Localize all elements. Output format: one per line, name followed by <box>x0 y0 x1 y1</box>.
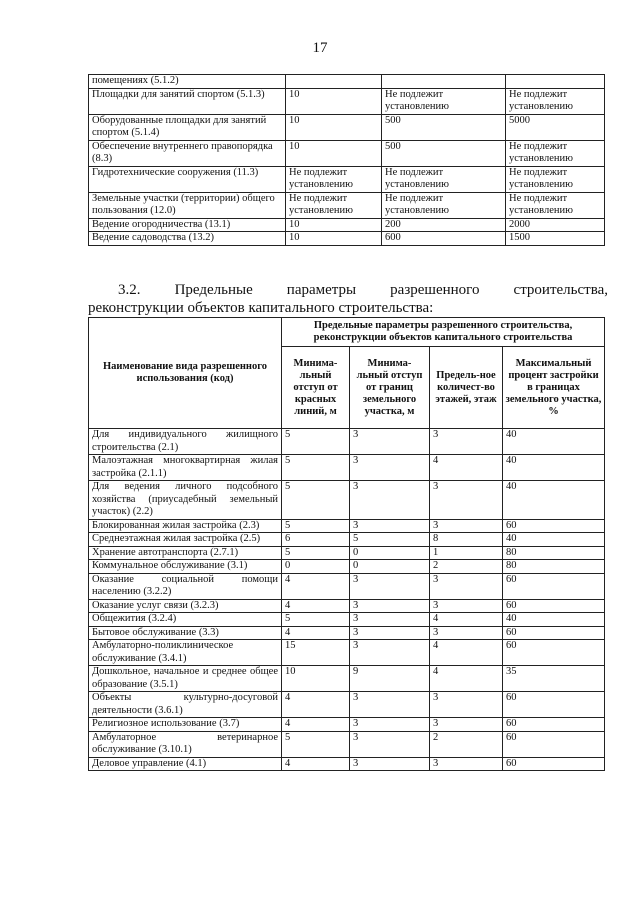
parameter-value-cell: 5 <box>282 455 350 481</box>
value-cell <box>382 75 506 89</box>
parameter-value-cell: 3 <box>430 718 503 732</box>
parameter-value-cell: 4 <box>430 613 503 627</box>
parameter-value-cell: 8 <box>430 533 503 547</box>
parameter-value-cell: 4 <box>430 455 503 481</box>
header-red-line-setback: Минима-льный отступ от красных линий, м <box>282 347 350 429</box>
use-type-cell: Среднеэтажная жилая застройка (2.5) <box>89 533 282 547</box>
header-boundary-setback: Минима-льный отступ от границ земельного участка, м <box>350 347 430 429</box>
parameter-value-cell: 60 <box>503 692 605 718</box>
table-row <box>89 519 605 533</box>
use-type-cell: помещениях (5.1.2) <box>89 75 286 89</box>
table-row <box>89 140 605 166</box>
table-row <box>89 429 605 455</box>
value-cell: 500 <box>382 114 506 140</box>
use-type-cell: Хранение автотранспорта (2.7.1) <box>89 546 282 560</box>
parameter-value-cell: 3 <box>350 718 430 732</box>
parameter-value-cell: 5 <box>282 481 350 520</box>
parameter-value-cell: 60 <box>503 626 605 640</box>
header-use-type: Наименование вида разрешенного использования (код) <box>89 318 282 429</box>
use-type-cell: Площадки для занятий спортом (5.1.3) <box>89 88 286 114</box>
use-type-cell: Оказание социальной помощи населению (3.2.2) <box>89 573 282 599</box>
parameter-value-cell: 4 <box>282 573 350 599</box>
parameter-value-cell: 6 <box>282 533 350 547</box>
table-row <box>89 718 605 732</box>
parameter-value-cell: 3 <box>430 519 503 533</box>
value-cell: Не подлежит установлению <box>286 192 382 218</box>
parameter-value-cell: 60 <box>503 640 605 666</box>
value-cell: Не подлежит установлению <box>286 166 382 192</box>
table-row <box>89 757 605 771</box>
table-row <box>89 546 605 560</box>
parameter-value-cell: 1 <box>430 546 503 560</box>
parameter-value-cell: 3 <box>430 599 503 613</box>
parameter-value-cell: 35 <box>503 666 605 692</box>
page-number: 17 <box>312 40 328 56</box>
parameter-value-cell: 40 <box>503 533 605 547</box>
parameter-value-cell: 60 <box>503 731 605 757</box>
use-type-cell: Для ведения личного подсобного хозяйства (приусадебный земельный участок) (2.2) <box>89 481 282 520</box>
parameter-value-cell: 5 <box>282 429 350 455</box>
parameter-value-cell: 3 <box>350 455 430 481</box>
value-cell: 2000 <box>506 218 605 232</box>
value-cell <box>286 75 382 89</box>
construction-parameters-table <box>88 317 605 771</box>
use-type-cell: Ведение огородничества (13.1) <box>89 218 286 232</box>
header-max-coverage: Максимальный процент застройки в границах земельного участка, % <box>503 347 605 429</box>
parameter-value-cell: 60 <box>503 519 605 533</box>
parameter-value-cell: 40 <box>503 429 605 455</box>
parameter-value-cell: 0 <box>282 560 350 574</box>
parameter-value-cell: 0 <box>350 546 430 560</box>
parameter-value-cell: 3 <box>430 692 503 718</box>
parameter-value-cell: 3 <box>430 757 503 771</box>
heading-word: разрешенного <box>390 282 480 298</box>
table-row <box>89 481 605 520</box>
value-cell: 10 <box>286 88 382 114</box>
section-heading-line2: реконструкции объектов капитального строительства: <box>88 300 434 316</box>
parameter-value-cell: 3 <box>430 573 503 599</box>
parameter-value-cell: 40 <box>503 613 605 627</box>
parameter-value-cell: 4 <box>282 626 350 640</box>
parameter-value-cell: 40 <box>503 481 605 520</box>
parameter-value-cell: 0 <box>350 560 430 574</box>
value-cell: Не подлежит установлению <box>506 192 605 218</box>
table-row <box>89 166 605 192</box>
value-cell: Не подлежит установлению <box>506 166 605 192</box>
value-cell <box>506 75 605 89</box>
parameter-value-cell: 3 <box>350 613 430 627</box>
use-type-cell: Амбулаторно-поликлиническое обслуживание (3.4.1) <box>89 640 282 666</box>
parameter-value-cell: 3 <box>350 731 430 757</box>
parameter-value-cell: 80 <box>503 560 605 574</box>
parameter-value-cell: 4 <box>282 599 350 613</box>
parameter-value-cell: 5 <box>282 546 350 560</box>
permitted-use-size-table <box>88 74 605 246</box>
parameter-value-cell: 5 <box>282 613 350 627</box>
table-row <box>89 455 605 481</box>
parameter-value-cell: 3 <box>350 692 430 718</box>
use-type-cell: Ведение садоводства (13.2) <box>89 232 286 246</box>
parameter-value-cell: 5 <box>350 533 430 547</box>
use-type-cell: Обеспечение внутреннего правопорядка (8.3) <box>89 140 286 166</box>
table-row <box>89 232 605 246</box>
use-type-cell: Для индивидуального жилищного строительства (2.1) <box>89 429 282 455</box>
use-type-cell: Объекты культурно-досуговой деятельности (3.6.1) <box>89 692 282 718</box>
value-cell: 10 <box>286 114 382 140</box>
parameter-value-cell: 40 <box>503 455 605 481</box>
table-row <box>89 640 605 666</box>
parameter-value-cell: 3 <box>430 481 503 520</box>
parameter-value-cell: 3 <box>350 757 430 771</box>
parameter-value-cell: 15 <box>282 640 350 666</box>
parameter-value-cell: 2 <box>430 731 503 757</box>
value-cell: 1500 <box>506 232 605 246</box>
parameter-value-cell: 3 <box>350 599 430 613</box>
parameter-value-cell: 3 <box>350 519 430 533</box>
parameter-value-cell: 3 <box>350 626 430 640</box>
use-type-cell: Гидротехнические сооружения (11.3) <box>89 166 286 192</box>
table-row <box>89 114 605 140</box>
parameter-value-cell: 60 <box>503 718 605 732</box>
use-type-cell: Земельные участки (территории) общего пользования (12.0) <box>89 192 286 218</box>
use-type-cell: Общежития (3.2.4) <box>89 613 282 627</box>
section-number: 3.2. <box>118 282 141 298</box>
use-type-cell: Блокированная жилая застройка (2.3) <box>89 519 282 533</box>
table-row <box>89 560 605 574</box>
table-row <box>89 192 605 218</box>
value-cell: 500 <box>382 140 506 166</box>
value-cell: 200 <box>382 218 506 232</box>
value-cell: Не подлежит установлению <box>506 88 605 114</box>
use-type-cell: Амбулаторное ветеринарное обслуживание (3.10.1) <box>89 731 282 757</box>
value-cell: 10 <box>286 232 382 246</box>
section-heading <box>88 281 608 317</box>
parameter-value-cell: 5 <box>282 519 350 533</box>
value-cell: 600 <box>382 232 506 246</box>
table-row <box>89 599 605 613</box>
parameter-value-cell: 80 <box>503 546 605 560</box>
parameter-value-cell: 3 <box>350 640 430 666</box>
table-row <box>89 75 605 89</box>
use-type-cell: Оказание услуг связи (3.2.3) <box>89 599 282 613</box>
table-row <box>89 626 605 640</box>
parameter-value-cell: 3 <box>430 626 503 640</box>
parameter-value-cell: 4 <box>282 757 350 771</box>
use-type-cell: Коммунальное обслуживание (3.1) <box>89 560 282 574</box>
value-cell: 10 <box>286 218 382 232</box>
parameter-value-cell: 2 <box>430 560 503 574</box>
use-type-cell: Оборудованные площадки для занятий спортом (5.1.4) <box>89 114 286 140</box>
table-row <box>89 692 605 718</box>
parameter-value-cell: 4 <box>282 692 350 718</box>
use-type-cell: Дошкольное, начальное и среднее общее образование (3.5.1) <box>89 666 282 692</box>
parameter-value-cell: 5 <box>282 731 350 757</box>
use-type-cell: Бытовое обслуживание (3.3) <box>89 626 282 640</box>
value-cell: 5000 <box>506 114 605 140</box>
parameter-value-cell: 60 <box>503 573 605 599</box>
table-row <box>89 573 605 599</box>
use-type-cell: Деловое управление (4.1) <box>89 757 282 771</box>
value-cell: Не подлежит установлению <box>506 140 605 166</box>
use-type-cell: Религиозное использование (3.7) <box>89 718 282 732</box>
parameter-value-cell: 3 <box>350 481 430 520</box>
table-row <box>89 88 605 114</box>
use-type-cell: Малоэтажная многоквартирная жилая застройка (2.1.1) <box>89 455 282 481</box>
heading-word: Предельные <box>174 282 253 298</box>
parameter-value-cell: 60 <box>503 599 605 613</box>
parameter-value-cell: 60 <box>503 757 605 771</box>
parameter-value-cell: 9 <box>350 666 430 692</box>
value-cell: Не подлежит установлению <box>382 166 506 192</box>
heading-word: параметры <box>286 282 357 298</box>
value-cell: Не подлежит установлению <box>382 88 506 114</box>
table-row <box>89 533 605 547</box>
table-row <box>89 218 605 232</box>
table-row <box>89 731 605 757</box>
parameter-value-cell: 3 <box>350 573 430 599</box>
table-row <box>89 666 605 692</box>
value-cell: Не подлежит установлению <box>382 192 506 218</box>
parameter-value-cell: 3 <box>430 429 503 455</box>
parameter-value-cell: 4 <box>282 718 350 732</box>
parameter-value-cell: 3 <box>350 429 430 455</box>
parameter-value-cell: 4 <box>430 666 503 692</box>
parameter-value-cell: 10 <box>282 666 350 692</box>
parameter-value-cell: 4 <box>430 640 503 666</box>
header-max-floors: Предель-ное количест-во этажей, этаж <box>430 347 503 429</box>
table-row <box>89 613 605 627</box>
value-cell: 10 <box>286 140 382 166</box>
header-parameters-group: Предельные параметры разрешенного строительства, реконструкции объектов капитального строительства <box>282 318 605 347</box>
heading-word: строительства, <box>513 282 608 298</box>
